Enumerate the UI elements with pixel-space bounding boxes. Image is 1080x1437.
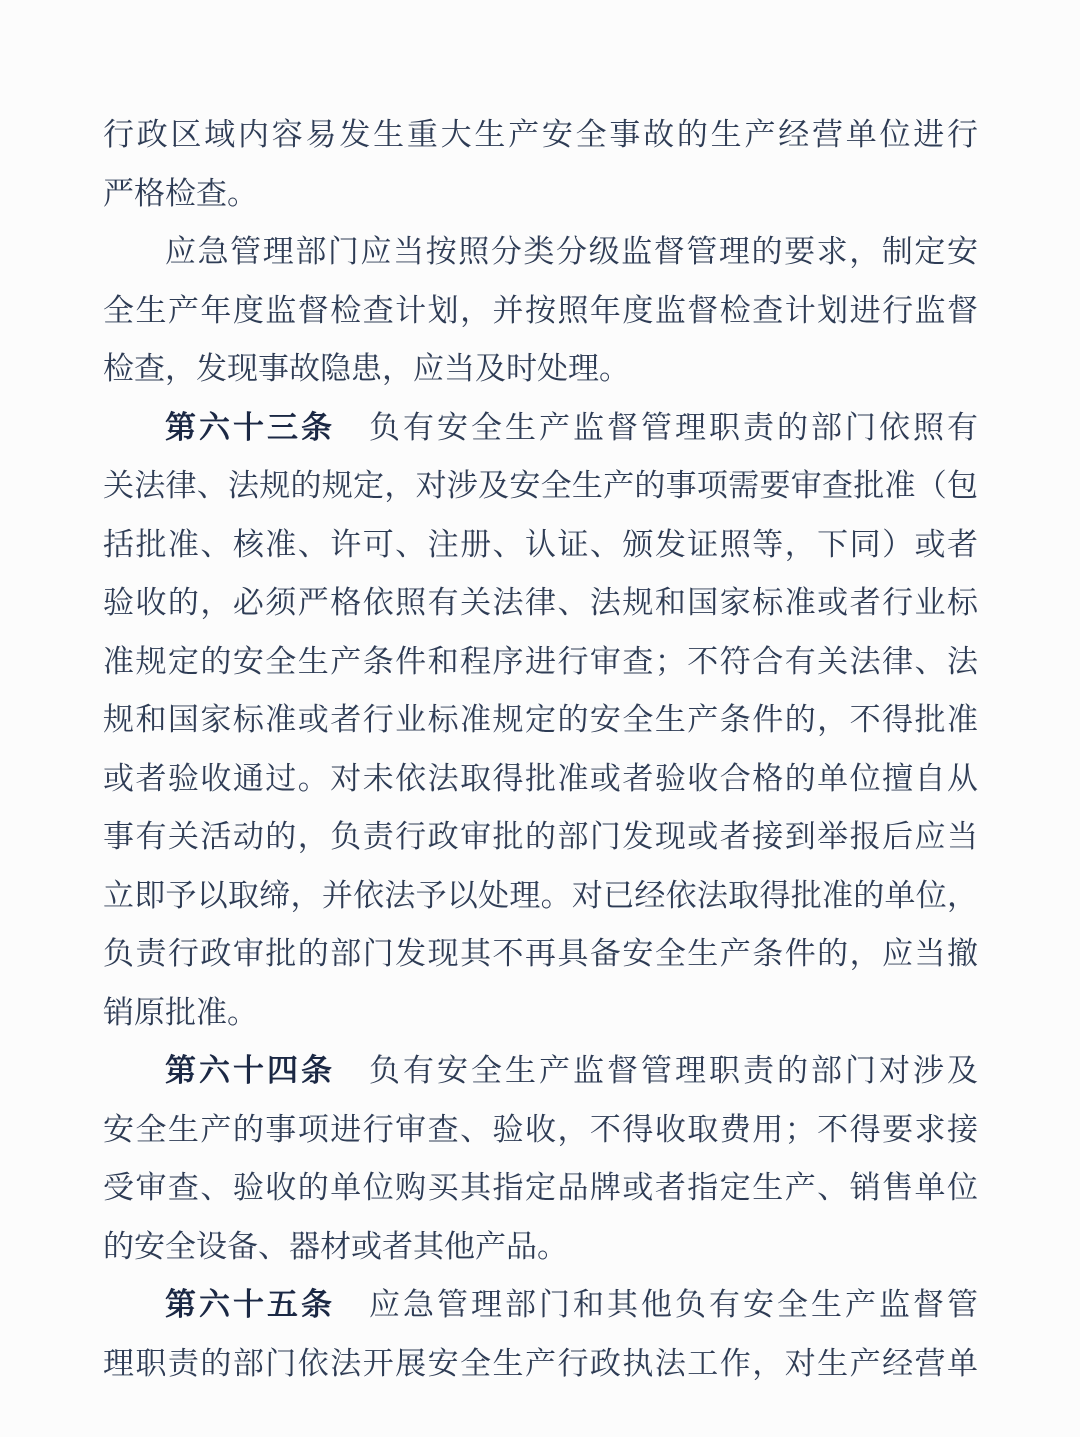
- text-line: 全生产年度监督检查计划，并按照年度监督检查计划进行监督: [103, 292, 978, 328]
- text-line: 事有关活动的，负责行政审批的部门发现或者接到举报后应当: [103, 819, 978, 854]
- text-line: [103, 399, 978, 458]
- text-line: 负责行政审批的部门发现其不再具备安全生产条件的，应当撤: [103, 936, 978, 971]
- text-line: 检查，发现事故隐患，应当及时处理。: [103, 351, 630, 386]
- text-line: 规和国家标准或者行业标准规定的安全生产条件的，不得批准: [103, 702, 978, 737]
- text-line: 或者验收通过。对未依法取得批准或者验收合格的单位擅自从: [103, 760, 978, 796]
- text-line: 括批准、核准、许可、注册、认证、颁发证照等，下同）或者: [103, 526, 978, 562]
- text-line: 立即予以取缔，并依法予以处理。对已经依法取得批准的单位，: [103, 877, 978, 913]
- text-line: 严格检查。: [103, 175, 258, 211]
- article-number-label: 第六十四条: [165, 1053, 335, 1088]
- text-line: [103, 1276, 978, 1335]
- line-text: 负有安全生产监督管理职责的部门依照有: [335, 409, 978, 445]
- text-line: 的安全设备、器材或者其他产品。: [103, 1228, 568, 1264]
- legal-text-block: [103, 106, 978, 1393]
- text-line: 准规定的安全生产条件和程序进行审查；不符合有关法律、法: [103, 643, 978, 679]
- text-line: 关法律、法规的规定，对涉及安全生产的事项需要审查批准（包: [103, 468, 978, 503]
- line-text: 应急管理部门和其他负有安全生产监督管: [335, 1287, 978, 1322]
- text-line: 受审查、验收的单位购买其指定品牌或者指定生产、销售单位: [103, 1170, 978, 1205]
- text-line: 行政区域内容易发生重大生产安全事故的生产经营单位进行: [103, 117, 978, 152]
- text-line: 理职责的部门依法开展安全生产行政执法工作，对生产经营单: [103, 1345, 978, 1381]
- article-number-label: 第六十五条: [165, 1287, 335, 1322]
- text-line: 安全生产的事项进行审查、验收，不得收取费用；不得要求接: [103, 1111, 978, 1147]
- text-line: 应急管理部门应当按照分类分级监督管理的要求，制定安: [165, 234, 978, 269]
- text-line: [103, 1042, 978, 1101]
- article-number-label: 第六十三条: [165, 409, 335, 445]
- line-text: 负有安全生产监督管理职责的部门对涉及: [335, 1053, 978, 1088]
- text-line: 验收的，必须严格依照有关法律、法规和国家标准或者行业标: [103, 585, 978, 620]
- text-line: 销原批准。: [103, 994, 258, 1030]
